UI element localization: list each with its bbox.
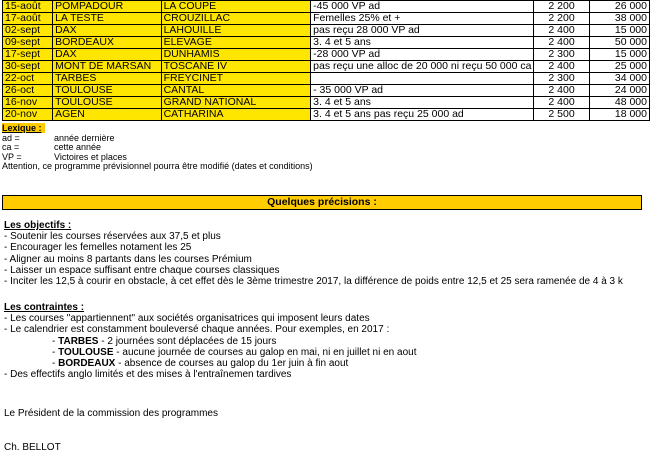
race-cell-place: BORDEAUX bbox=[53, 37, 162, 49]
race-cell-n1: 2 400 bbox=[534, 61, 589, 73]
race-cell-date: 22-oct bbox=[3, 73, 53, 85]
race-cell-n2: 34 000 bbox=[589, 73, 649, 85]
race-cell-cond: 3. 4 et 5 ans pas reçu 25 000 ad bbox=[311, 109, 534, 121]
race-cell-n1: 2 400 bbox=[534, 97, 589, 109]
race-cell-n2: 26 000 bbox=[589, 1, 649, 13]
race-cell-n1: 2 200 bbox=[534, 1, 589, 13]
race-cell-n2: 15 000 bbox=[589, 25, 649, 37]
objectif-item: - Laisser un espace suffisant entre chaque courses classiques bbox=[4, 264, 280, 276]
race-cell-cond: -28 000 VP ad bbox=[311, 49, 534, 61]
race-cell-n1: 2 400 bbox=[534, 25, 589, 37]
objectifs-title: Les objectifs : bbox=[4, 220, 72, 231]
race-row bbox=[3, 1, 650, 13]
race-cell-n1: 2 500 bbox=[534, 109, 589, 121]
race-cell-cond: Femelles 25% et + bbox=[311, 13, 534, 25]
race-cell-name: DUNHAMIS bbox=[161, 49, 311, 61]
race-cell-name: LA COUPE bbox=[161, 1, 311, 13]
race-cell-cond: pas reçu 28 000 VP ad bbox=[311, 25, 534, 37]
race-row bbox=[3, 25, 650, 37]
race-cell-name: GRAND NATIONAL bbox=[161, 97, 311, 109]
race-cell-date: 02-sept bbox=[3, 25, 53, 37]
race-cell-cond: - 35 000 VP ad bbox=[311, 85, 534, 97]
race-cell-place: TOULOUSE bbox=[53, 85, 162, 97]
race-cell-name: ELEVAGE bbox=[161, 37, 311, 49]
objectif-item: - Soutenir les courses réservées aux 37,5 et plus bbox=[4, 231, 221, 243]
lexique-entry: ca = cette année bbox=[2, 142, 102, 152]
race-cell-n2: 50 000 bbox=[589, 37, 649, 49]
race-cell-place: POMPADOUR bbox=[53, 1, 162, 13]
lexique bbox=[2, 124, 313, 172]
race-cell-cond: 3. 4 et 5 ans bbox=[311, 37, 534, 49]
race-cell-n2: 18 000 bbox=[589, 109, 649, 121]
race-row bbox=[3, 37, 650, 49]
objectif-item: - Inciter les 12,5 à courir en obstacle, à cet effet dès le 3ème trimestre 2017, la différence de poids entre 12,5 et 25 sera ramenée de 4 à 3 k bbox=[4, 276, 623, 288]
race-cell-name: CATHARINA bbox=[161, 109, 311, 121]
race-cell-date: 26-oct bbox=[3, 85, 53, 97]
race-cell-place: MONT DE MARSAN bbox=[53, 61, 162, 73]
race-cell-date: 16-nov bbox=[3, 97, 53, 109]
race-cell-date: 17-août bbox=[3, 13, 53, 25]
race-cell-place: AGEN bbox=[53, 109, 162, 121]
precisions-banner: Quelques précisions : bbox=[2, 195, 642, 210]
race-cell-name: LAHOUILLE bbox=[161, 25, 311, 37]
lexique-entry: VP = Victoires et places bbox=[2, 151, 127, 162]
race-row bbox=[3, 97, 650, 109]
signature-name: Ch. BELLOT bbox=[4, 442, 61, 453]
race-row bbox=[3, 85, 650, 97]
race-row bbox=[3, 73, 650, 85]
race-cell-n2: 24 000 bbox=[589, 85, 649, 97]
objectifs-section bbox=[4, 220, 623, 287]
example-toulouse: - TOULOUSE - aucune journée de courses au galop en mai, ni en juillet ni en aout bbox=[52, 346, 417, 358]
race-row bbox=[3, 109, 650, 121]
race-cell-cond: pas reçu une alloc de 20 000 ni reçu 50 000 ca bbox=[311, 61, 534, 73]
example-bordeaux: - BORDEAUX - absence de courses au galop du 1er juin à fin aout bbox=[52, 358, 349, 370]
race-cell-n2: 38 000 bbox=[589, 13, 649, 25]
race-row bbox=[3, 13, 650, 25]
race-cell-place: TOULOUSE bbox=[53, 97, 162, 109]
race-cell-n1: 2 300 bbox=[534, 49, 589, 61]
race-cell-name: TOSCANE IV bbox=[161, 61, 311, 73]
race-cell-cond: 3. 4 et 5 ans bbox=[311, 97, 534, 109]
race-cell-name: FREYCINET bbox=[161, 73, 311, 85]
race-cell-date: 20-nov bbox=[3, 109, 53, 121]
lexique-entry: ad = année dernière bbox=[2, 132, 115, 143]
race-cell-n1: 2 400 bbox=[534, 37, 589, 49]
race-cell-n2: 48 000 bbox=[589, 97, 649, 109]
race-cell-date: 15-août bbox=[3, 1, 53, 13]
race-cell-date: 09-sept bbox=[3, 37, 53, 49]
lexique-title: Lexique : bbox=[2, 123, 45, 133]
race-cell-date: 30-sept bbox=[3, 61, 53, 73]
signature-role: Le Président de la commission des programmes bbox=[4, 408, 218, 419]
example-tarbes: - TARBES - 2 journées sont déplacées de 15 jours bbox=[52, 335, 277, 347]
contrainte-item: - Le calendrier est constamment bouleversé chaque années. Pour exemples, en 2017 : bbox=[4, 324, 390, 336]
race-cell-n2: 15 000 bbox=[589, 49, 649, 61]
lexique-note: Attention, ce programme prévisionnel pourra être modifié (dates et conditions) bbox=[2, 161, 313, 171]
objectif-item: - Aligner au moins 8 partants dans les courses Prémium bbox=[4, 253, 252, 265]
race-cell-n1: 2 400 bbox=[534, 85, 589, 97]
race-row bbox=[3, 49, 650, 61]
objectif-item: - Encourager les femelles notament les 25 bbox=[4, 242, 192, 254]
race-cell-place: TARBES bbox=[53, 73, 162, 85]
race-cell-cond bbox=[311, 73, 534, 85]
race-cell-n1: 2 200 bbox=[534, 13, 589, 25]
race-cell-cond: -45 000 VP ad bbox=[311, 1, 534, 13]
contrainte-item: - Des effectifs anglo limités et des mises à l'entraînemen tardives bbox=[4, 369, 292, 381]
race-cell-place: DAX bbox=[53, 25, 162, 37]
race-cell-name: CANTAL bbox=[161, 85, 311, 97]
race-row bbox=[3, 61, 650, 73]
race-cell-name: CROUZILLAC bbox=[161, 13, 311, 25]
race-cell-place: LA TESTE bbox=[53, 13, 162, 25]
race-cell-n2: 25 000 bbox=[589, 61, 649, 73]
races-table bbox=[2, 0, 650, 121]
contraintes-section bbox=[4, 302, 416, 380]
contraintes-title: Les contraintes : bbox=[4, 302, 85, 313]
race-cell-place: DAX bbox=[53, 49, 162, 61]
race-cell-n1: 2 300 bbox=[534, 73, 589, 85]
race-cell-date: 17-sept bbox=[3, 49, 53, 61]
contrainte-item: - Les courses "appartiennent" aux sociétés organisatrices qui imposent leurs dates bbox=[4, 313, 370, 325]
